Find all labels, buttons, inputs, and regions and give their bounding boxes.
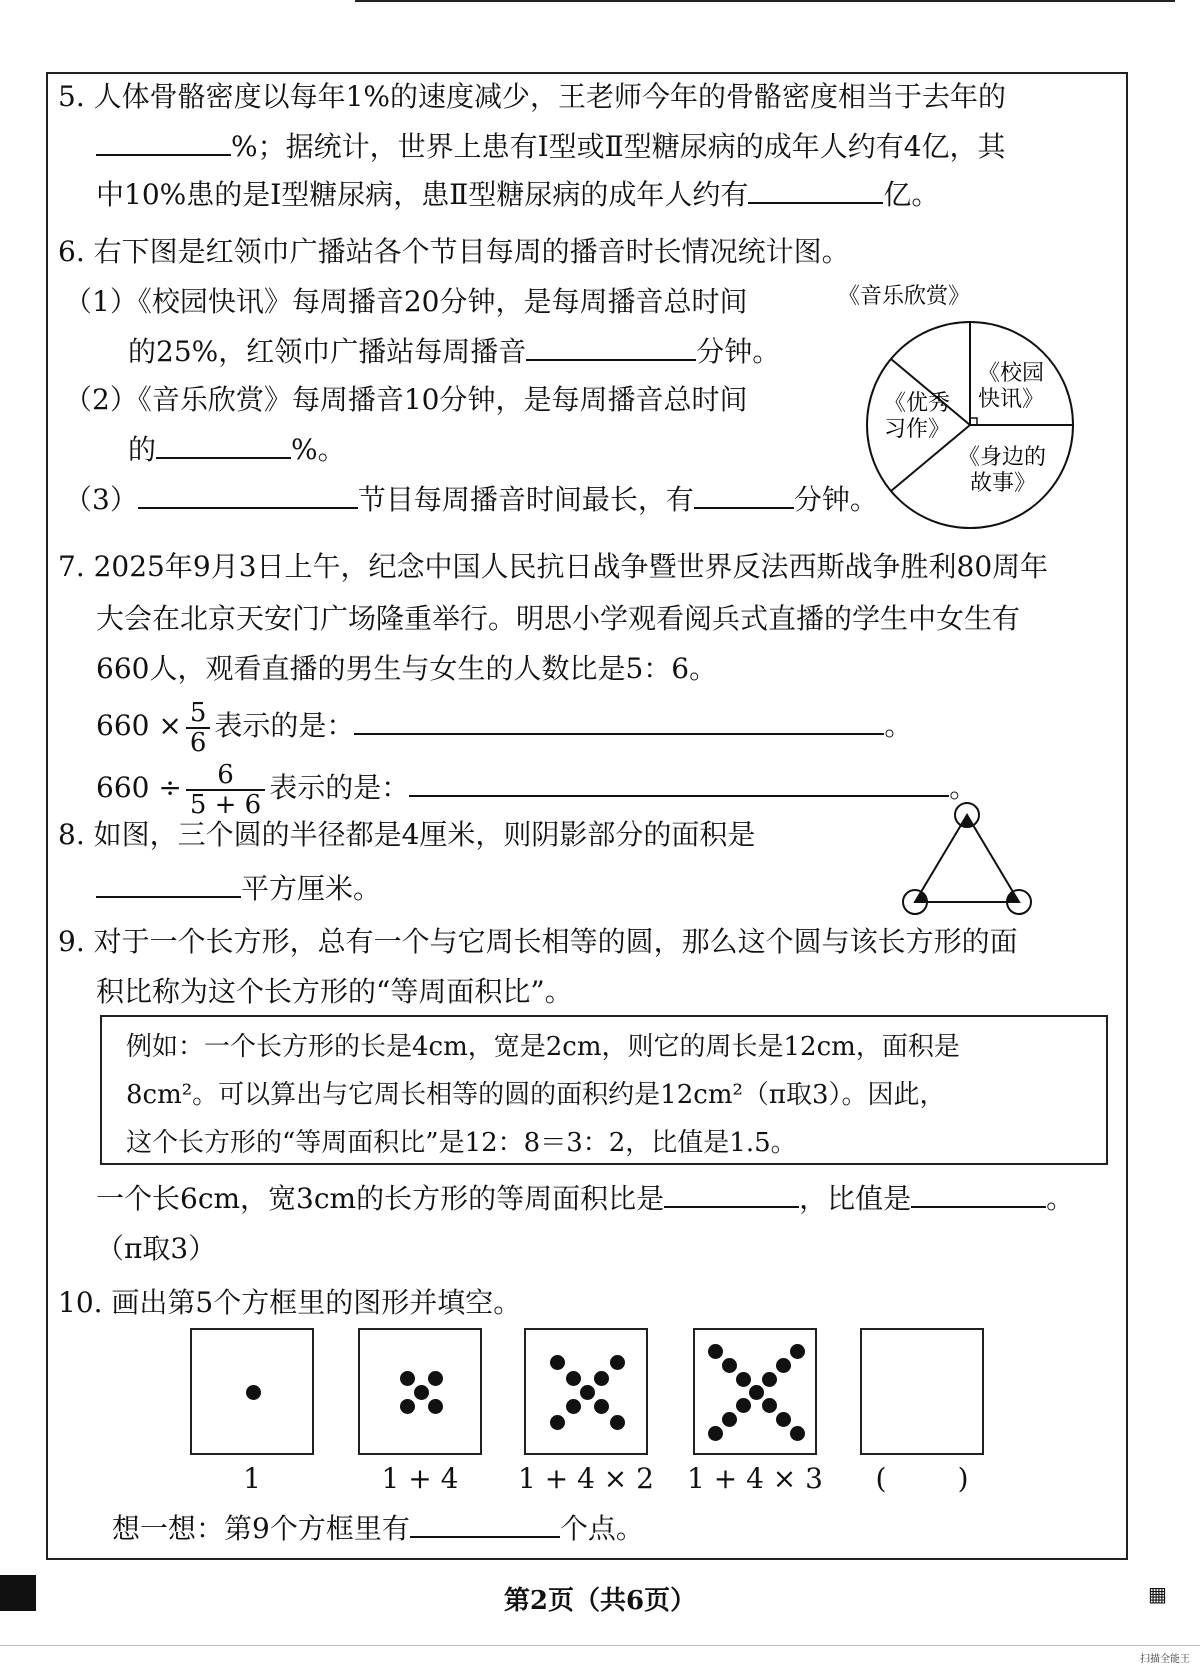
q7-expr-2: [96, 758, 977, 819]
dot: [790, 1426, 805, 1441]
dot: [550, 1415, 565, 1430]
dot: [580, 1385, 595, 1400]
q5-line-3-text: 中10%患的是Ⅰ型糖尿病，患Ⅱ型糖尿病的成年人约有: [96, 178, 749, 211]
pattern-box-1: [190, 1328, 314, 1455]
dot: [776, 1412, 791, 1427]
q6-blank-1[interactable]: [526, 333, 696, 361]
q10-think-unit: 个点。: [559, 1512, 644, 1545]
q10-think-text: 想一想：第9个方框里有: [112, 1512, 410, 1545]
q6-part3: [64, 481, 878, 517]
q5-blank-2[interactable]: [748, 176, 883, 204]
q10-blank[interactable]: [410, 1510, 560, 1538]
q7-expr-1-end: 。: [884, 709, 913, 742]
pie-label-music: 《音乐欣赏》: [838, 284, 971, 309]
q6-part3-text: 节目每周播音时间最长，有: [357, 483, 694, 516]
dot: [776, 1358, 791, 1373]
example-line-3: 这个长方形的“等周面积比”是12：8＝3：2，比值是1.5。: [126, 1128, 797, 1158]
scanner-watermark: 扫描全能王: [1140, 1654, 1190, 1665]
q6-part3-unit: 分钟。: [793, 483, 878, 516]
q9-question: [96, 1180, 1074, 1216]
pie-label-writing-1: 《优秀: [884, 391, 951, 416]
dot: [414, 1385, 429, 1400]
q8-blank[interactable]: [96, 870, 241, 898]
fraction-numerator: 6: [186, 761, 265, 791]
qr-icon: ▦: [1148, 1582, 1167, 1606]
q6-blank-2[interactable]: [156, 431, 291, 459]
q6-part1-text: 的25%，红领巾广播站每周播音: [128, 335, 527, 368]
dot: [400, 1371, 415, 1386]
q6-part3-label: （3）: [64, 483, 138, 516]
dot: [566, 1399, 581, 1414]
shaded-sector-left: [915, 892, 927, 902]
dot: [400, 1399, 415, 1414]
example-line-2: 8cm²。可以算出与它周长相等的圆的面积约是12cm²（π取3）。因此，: [126, 1080, 946, 1110]
q7-expr-1: [96, 696, 912, 757]
dot: [749, 1385, 764, 1400]
dot: [610, 1415, 625, 1430]
dot: [594, 1399, 609, 1414]
dot: [736, 1398, 751, 1413]
q5-line-2-text: %；据统计，世界上患有Ⅰ型或Ⅱ型糖尿病的成年人约有4亿，其: [231, 130, 1006, 163]
dot: [790, 1344, 805, 1359]
q5-blank-1[interactable]: [96, 128, 231, 156]
q8-line-1: 8. 如图，三个圆的半径都是4厘米，则阴影部分的面积是: [58, 818, 756, 851]
q6-part1-line-2: [128, 333, 780, 369]
caption-box-1: 1: [243, 1462, 261, 1495]
q5-line-3: [96, 176, 939, 212]
caption-box-3: 1 + 4 × 2: [518, 1462, 654, 1495]
page-number: 第2页（共6页）: [503, 1586, 697, 1616]
q9-question-text: 一个长6cm，宽3cm的长方形的等周面积比是: [96, 1182, 665, 1215]
q6-intro: 6. 右下图是红领巾广播站各个节目每周的播音时长情况统计图。: [58, 235, 850, 268]
pattern-box-5-empty[interactable]: [860, 1328, 984, 1455]
dot: [610, 1355, 625, 1370]
q6-part1-unit: 分钟。: [696, 335, 781, 368]
pattern-box-3: [524, 1328, 648, 1455]
q7-line-2: 大会在北京天安门广场隆重举行。明思小学观看阅兵式直播的学生中女生有: [96, 602, 1021, 635]
q6-part2-unit: %。: [291, 433, 346, 466]
q6-part2-line-2: [128, 431, 346, 467]
fraction-numerator: 5: [186, 699, 211, 729]
q9-note: （π取3）: [96, 1232, 217, 1265]
q10-think: [112, 1510, 644, 1546]
q9-blank-1[interactable]: [664, 1180, 799, 1208]
dot: [722, 1358, 737, 1373]
pie-label-campus-1: 《校园: [978, 361, 1045, 386]
shaded-sector-right: [1007, 892, 1019, 902]
q6-part2-text: 的: [128, 433, 157, 466]
q7-expr-1-label: 表示的是：: [214, 709, 355, 742]
pattern-box-2: [358, 1328, 482, 1455]
triangle: [915, 815, 1019, 902]
fraction-6-over-5plus6: [186, 761, 265, 819]
q7-line-1: 7. 2025年9月3日上午，纪念中国人民抗日战争暨世界反法西斯战争胜利80周年: [58, 550, 1049, 583]
q7-blank-2[interactable]: [409, 769, 949, 797]
pie-label-writing-2: 习作》: [884, 417, 951, 442]
dot: [722, 1412, 737, 1427]
dot: [708, 1344, 723, 1359]
q9-question-end: 。: [1046, 1182, 1075, 1215]
example-line-1: 例如：一个长方形的长是4cm，宽是2cm，则它的周长是12cm，面积是: [126, 1032, 960, 1062]
q7-line-3: 660人，观看直播的男生与女生的人数比是5：6。: [96, 652, 718, 685]
bottom-rule: [0, 1645, 1200, 1646]
dot: [566, 1371, 581, 1386]
q8-unit: 平方厘米。: [241, 872, 382, 905]
dot: [708, 1426, 723, 1441]
q9-line-1: 9. 对于一个长方形，总有一个与它周长相等的圆，那么这个圆与该长方形的面: [58, 925, 1018, 958]
q9-line-2: 积比称为这个长方形的“等周面积比”。: [96, 975, 573, 1008]
dot: [550, 1355, 565, 1370]
q5-line-3-end: 亿。: [883, 178, 940, 211]
q8-line-2: [96, 870, 381, 906]
pie-label-story-1: 《身边的: [958, 445, 1047, 470]
pie-chart: [820, 275, 1120, 535]
dot: [736, 1372, 751, 1387]
q5-line-1: 5. 人体骨骼密度以每年1%的速度减少，王老师今年的骨骼密度相当于去年的: [58, 80, 1007, 113]
caption-box-2: 1 + 4: [381, 1462, 459, 1495]
q5-line-2: [96, 128, 1006, 164]
q7-expr-1-lead: 660 ×: [96, 709, 182, 742]
dot: [246, 1385, 261, 1400]
q7-blank-1[interactable]: [354, 707, 884, 735]
q6-blank-4[interactable]: [694, 481, 794, 509]
q7-expr-2-label: 表示的是：: [269, 771, 410, 804]
right-angle-mark: [970, 418, 977, 425]
caption-box-4: 1 + 4 × 3: [687, 1462, 823, 1495]
dot: [762, 1372, 777, 1387]
caption-box-5[interactable]: ( ): [875, 1462, 969, 1495]
dot: [428, 1399, 443, 1414]
q9-question-mid: ，比值是: [799, 1182, 912, 1215]
q6-part2-line-1: （2）《音乐欣赏》每周播音10分钟，是每周播音总时间: [64, 383, 748, 416]
fraction-5-6: [186, 699, 211, 757]
fraction-denominator: 6: [189, 727, 207, 758]
pie-label-campus-2: 快讯》: [978, 387, 1045, 412]
q6-blank-3[interactable]: [138, 481, 358, 509]
q7-expr-2-end: 。: [949, 771, 978, 804]
q7-expr-2-lead: 660 ÷: [96, 771, 182, 804]
q10-line-1: 10. 画出第5个方框里的图形并填空。: [58, 1286, 522, 1319]
three-circles-figure: [895, 800, 1045, 930]
dot: [594, 1371, 609, 1386]
dot: [762, 1398, 777, 1413]
q9-blank-2[interactable]: [911, 1180, 1046, 1208]
pie-label-story-2: 故事》: [970, 471, 1037, 496]
top-rule: [355, 0, 1175, 2]
pattern-box-4: [693, 1328, 817, 1455]
fraction-denominator: 5 + 6: [189, 789, 262, 820]
dot: [428, 1371, 443, 1386]
q6-part1-line-1: （1）《校园快讯》每周播音20分钟，是每周播音总时间: [64, 285, 748, 318]
